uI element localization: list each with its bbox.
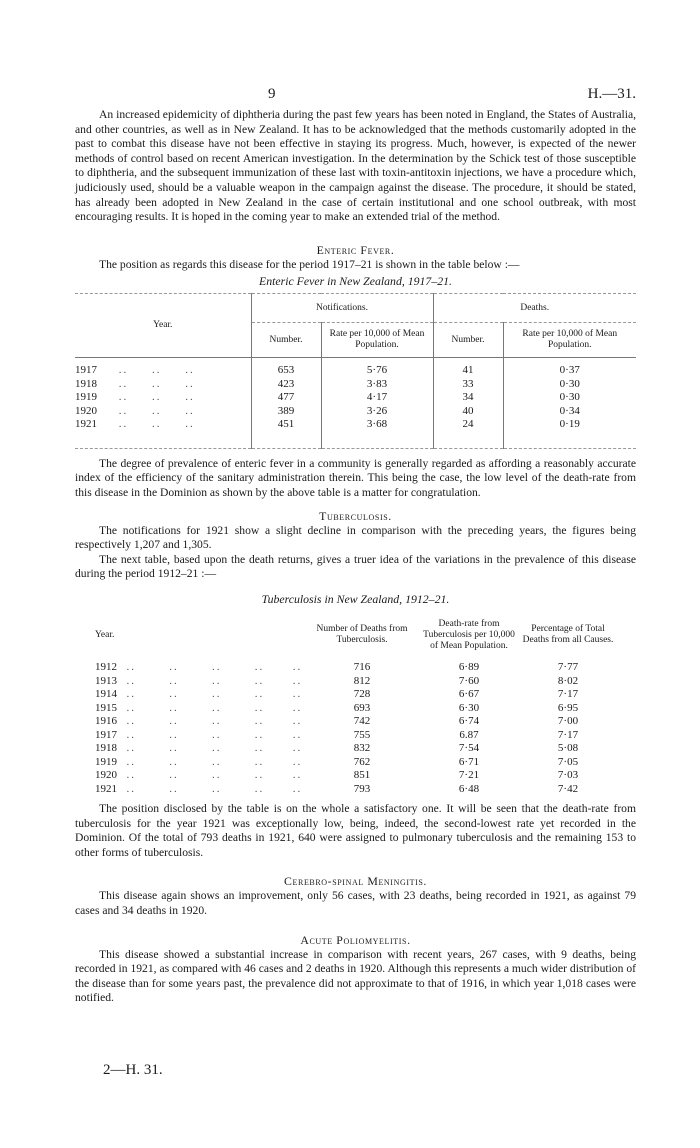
tb-col-year: Year. [95, 629, 115, 640]
enteric-deaths-rate: 0·30 [559, 391, 580, 404]
tb-pct: 5·08 [557, 742, 579, 754]
tuberculosis-table-caption: Tuberculosis in New Zealand, 1912–21. [261, 592, 450, 606]
tb-year: 1912 [95, 661, 117, 673]
page-number: 9 [268, 86, 276, 102]
tb-deaths: 851 [353, 769, 371, 781]
tb-pct: 7·00 [557, 715, 579, 727]
tuberculosis-after-paragraph: The position disclosed by the table is on the whole a satisfactory one. It will be seen that the death-rate from tuberculosis for the year 1921 was exceptionally low, being, indeed, the second-lowest rate yet recorded in the Dominion. Of the total of 793 deaths in 1921, 640 were assigned to pulmonary tuberculosis and the remaining 153 to other forms of tuberculosis. [75, 802, 636, 859]
enteric-col-notif-rate: Rate per 10,000 of Mean Population. [321, 323, 433, 358]
table-row: 1919 .. .. .. 477 4·17 34 0·30 [75, 391, 636, 405]
tb-deaths: 762 [353, 755, 371, 768]
enteric-group-deaths: Deaths. [433, 294, 636, 323]
tuberculosis-table [75, 609, 615, 796]
enteric-after-paragraph: The degree of prevalence of enteric fever in a community is generally regarded as affording a reasonably accurate index of the efficiency of the sanitary administration therein. This being the case, the low level of the death-rate from this disease in the Dominion as shown by the above table is a matter for congratulation. [75, 456, 636, 500]
enteric-notif-rate: 3·26 [321, 405, 433, 419]
tb-year: 1914 [95, 688, 117, 700]
meningitis-heading: Cerebro-spinal Meningitis. [284, 874, 427, 889]
tb-pct: 7·03 [557, 769, 579, 781]
table-row: 1918 .. .. .. 423 3·83 33 0·30 [75, 378, 636, 392]
enteric-notif-number: 389 [251, 405, 321, 419]
tb-pct: 6·95 [557, 701, 579, 714]
enteric-year: 1917 [75, 364, 97, 377]
table-row: 1912 .. .. .. .. .. 716 6·89 7·77 [75, 661, 615, 675]
enteric-year: 1918 [75, 377, 97, 390]
enteric-deaths-number: 24 [433, 418, 503, 432]
tb-deaths: 793 [353, 782, 371, 795]
footer-signature: 2—H. 31. [103, 1062, 163, 1078]
page-header [75, 0, 636, 110]
tb-year: 1916 [95, 715, 117, 727]
enteric-notif-number: 423 [251, 378, 321, 392]
table-row: 1915 .. .. .. .. .. 693 6·30 6·95 [75, 702, 615, 716]
tuberculosis-para-1: The notifications for 1921 show a slight decline in comparison with the preceding years, the figures being respectively 1,207 and 1,305. [75, 523, 636, 552]
tb-year: 1913 [95, 674, 117, 687]
tb-rate: 6·71 [458, 755, 480, 768]
tb-rate: 6·89 [458, 661, 480, 673]
tb-deaths: 716 [353, 661, 371, 673]
table-row: 1919 .. .. .. .. .. 762 6·71 7·05 [75, 756, 615, 770]
enteric-year: 1919 [75, 391, 97, 404]
tb-year: 1915 [95, 701, 117, 714]
tb-col-deaths: Number of Deaths from Tuberculosis. [316, 624, 408, 645]
page-content [75, 108, 636, 1006]
tb-deaths: 832 [353, 742, 371, 754]
enteric-deaths-number: 33 [433, 378, 503, 392]
tb-rate: 6·48 [458, 782, 480, 795]
tb-year: 1919 [95, 755, 117, 768]
enteric-deaths-rate: 0·19 [559, 418, 580, 431]
table-row: 1920 .. .. .. 389 3·26 40 0·34 [75, 405, 636, 419]
enteric-table-caption: Enteric Fever in New Zealand, 1917–21. [259, 274, 452, 289]
table-row: 1921 .. .. .. 451 3·68 24 0·19 [75, 418, 636, 432]
tb-pct: 8·02 [557, 674, 579, 687]
tb-col-pct: Percentage of Total Deaths from all Causes. [522, 624, 614, 645]
enteric-col-deaths-rate: Rate per 10,000 of Mean Population. [503, 323, 636, 358]
document-reference: H.—31. [587, 86, 636, 102]
enteric-year: 1920 [75, 404, 97, 417]
table-row: 1920 .. .. .. .. .. 851 7·21 7·03 [75, 769, 615, 783]
tb-col-rate: Death-rate from Tuberculosis per 10,000 of Mean Population. [423, 618, 515, 651]
table-row: 1914 .. .. .. .. .. 728 6·67 7·17 [75, 688, 615, 702]
tb-rate: 6·74 [458, 715, 480, 727]
polio-paragraph: This disease showed a substantial increase in comparison with recent years, 267 cases, with 9 deaths, being recorded in 1921, as compared with 46 cases and 2 deaths in 1920. Although this represents a much wider distribution of the disease than for some years past, the prevalence did not approximate to that of 1916, in which year 1,018 cases were notified. [75, 947, 636, 1005]
enteric-heading: Enteric Fever. [316, 242, 395, 257]
tb-deaths: 742 [353, 715, 371, 727]
tuberculosis-para-2: The next table, based upon the death returns, gives a truer idea of the variations in the prevalence of this disease during the period 1912–21 :— [75, 552, 636, 581]
enteric-deaths-rate: 0·30 [559, 377, 580, 390]
enteric-col-notif-number: Number. [251, 323, 321, 358]
table-row: 1917 .. .. .. 653 5·76 41 0·37 [75, 364, 636, 378]
tb-rate: 7·54 [458, 742, 480, 754]
enteric-notif-rate: 5·76 [321, 364, 433, 378]
tb-deaths: 755 [353, 728, 371, 741]
tb-rate: 7·60 [458, 674, 480, 687]
enteric-col-deaths-number: Number. [433, 323, 503, 358]
tb-rate: 7·21 [458, 769, 480, 781]
enteric-intro: The position as regards this disease for the period 1917–21 is shown in the table below :— [99, 257, 520, 271]
tb-rate: 6·67 [458, 688, 480, 700]
tb-year: 1918 [95, 742, 117, 754]
polio-heading: Acute Poliomyelitis. [300, 932, 411, 947]
enteric-notif-number: 451 [251, 418, 321, 432]
enteric-col-year: Year. [75, 294, 251, 358]
enteric-group-notifications: Notifications. [251, 294, 433, 323]
tb-year: 1921 [95, 782, 117, 795]
enteric-notif-rate: 3·83 [321, 378, 433, 392]
tb-rate: 6.87 [459, 728, 479, 741]
tb-pct: 7·77 [557, 661, 579, 673]
tb-deaths: 693 [353, 701, 371, 714]
tuberculosis-heading: Tuberculosis. [319, 508, 392, 523]
tb-deaths: 728 [353, 688, 371, 700]
tb-pct: 7·05 [557, 755, 579, 768]
diphtheria-paragraph: An increased epidemicity of diphtheria during the past few years has been noted in England, the States of Australia, and other countries, as well as in New Zealand. It has to be acknowledged that the methods customarily adopted in the past to combat this disease have not been effective in staying its progress. Much, however, is expected of the newer methods of control based on recent American investigation. In the determination by the Schick test of those susceptible to diphtheria, and the subsequent immunization of these last with toxin-antitoxin injections, we have a procedure which, judiciously used, should be a valuable weapon in the campaign against the disease. The procedure, it should be stated, has already been adopted in New Zealand in the case of certain institutional and one school outbreak, with most encouraging results. It is hoped in the coming year to make an extended trial of the method. [75, 108, 636, 224]
enteric-notif-number: 477 [251, 391, 321, 405]
tb-year: 1917 [95, 728, 117, 741]
enteric-notif-number: 653 [251, 364, 321, 378]
enteric-deaths-number: 34 [433, 391, 503, 405]
enteric-year: 1921 [75, 418, 97, 431]
enteric-deaths-rate: 0·37 [559, 364, 580, 377]
enteric-deaths-number: 41 [433, 364, 503, 378]
enteric-table [75, 293, 636, 449]
table-row: 1917 .. .. .. .. .. 755 6.87 7·17 [75, 729, 615, 743]
tb-deaths: 812 [353, 674, 371, 687]
table-row: 1916 .. .. .. .. .. 742 6·74 7·00 [75, 715, 615, 729]
tb-pct: 7·17 [557, 728, 579, 741]
table-row: 1921 .. .. .. .. .. 793 6·48 7·42 [75, 783, 615, 797]
tb-pct: 7·17 [557, 688, 579, 700]
enteric-notif-rate: 3·68 [321, 418, 433, 432]
table-row: 1913 .. .. .. .. .. 812 7·60 8·02 [75, 675, 615, 689]
tb-pct: 7·42 [557, 782, 579, 795]
tb-rate: 6·30 [458, 701, 480, 714]
meningitis-paragraph: This disease again shows an improvement, only 56 cases, with 23 deaths, being recorded in 1921, as against 79 cases and 34 deaths in 1920. [75, 889, 636, 917]
enteric-deaths-number: 40 [433, 405, 503, 419]
table-row: 1918 .. .. .. .. .. 832 7·54 5·08 [75, 742, 615, 756]
tb-year: 1920 [95, 769, 117, 781]
enteric-notif-rate: 4·17 [321, 391, 433, 405]
enteric-deaths-rate: 0·34 [559, 404, 580, 417]
